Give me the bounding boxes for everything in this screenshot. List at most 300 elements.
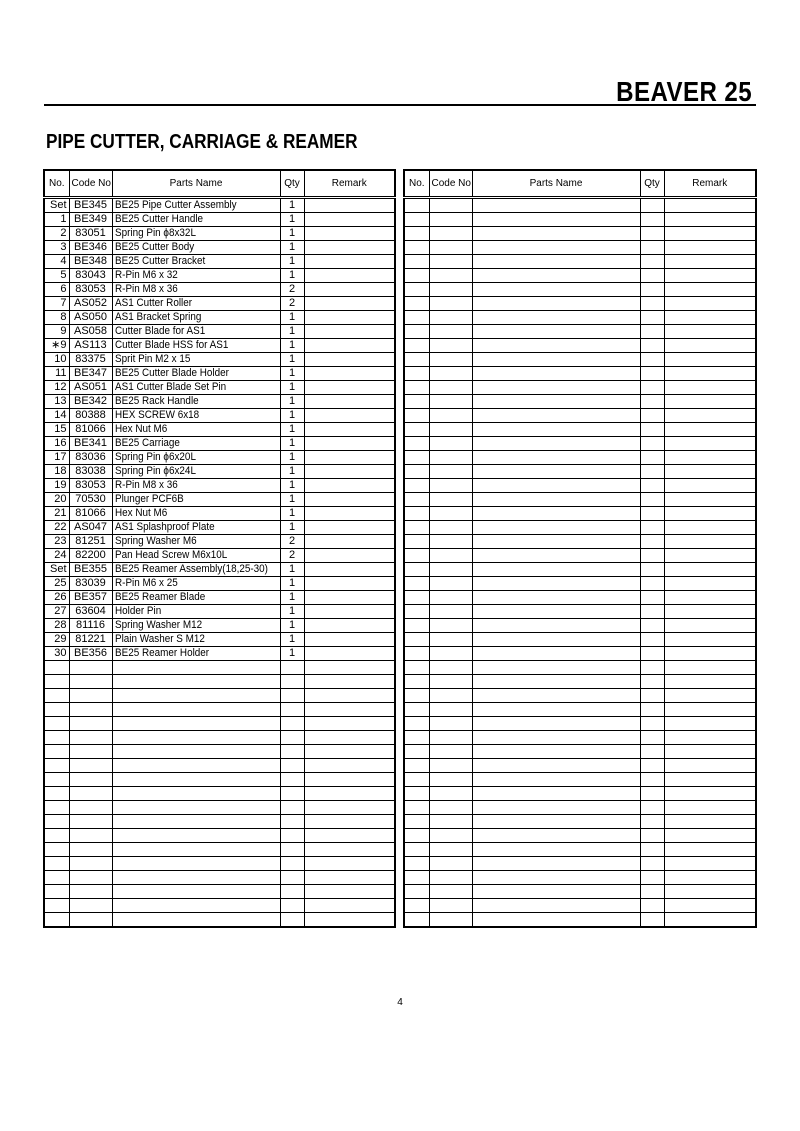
cell-no [404,451,429,465]
cell-no: 23 [44,535,69,549]
cell-parts-name [472,241,640,255]
cell-no: 3 [44,241,69,255]
cell-parts-name [112,815,280,829]
table-row [404,451,756,465]
cell-remark [664,591,756,605]
cell-qty [640,843,664,857]
cell-code: 81116 [69,619,112,633]
table-row [44,577,395,591]
cell-parts-name [472,563,640,577]
parts-name-text: Spring Washer M12 [114,619,202,631]
cell-parts-name [112,437,280,451]
cell-code: BE345 [69,198,112,213]
cell-qty [280,731,304,745]
table-row [404,311,756,325]
cell-parts-name [112,759,280,773]
cell-parts-name [112,535,280,549]
cell-no [44,829,69,843]
cell-remark [304,241,395,255]
cell-parts-name [112,773,280,787]
cell-no [404,647,429,661]
cell-no: 30 [44,647,69,661]
cell-qty [640,283,664,297]
cell-parts-name [112,647,280,661]
cell-no: 6 [44,283,69,297]
cell-parts-name [472,227,640,241]
table-row [404,773,756,787]
cell-code: BE349 [69,213,112,227]
cell-qty [640,563,664,577]
cell-remark [664,325,756,339]
table-row [44,325,395,339]
cell-no [44,871,69,885]
cell-qty [280,703,304,717]
cell-remark [664,913,756,928]
cell-qty [640,815,664,829]
cell-qty: 2 [280,283,304,297]
cell-code [429,661,472,675]
table-row [404,521,756,535]
cell-qty [640,339,664,353]
cell-remark [664,815,756,829]
table-row [404,227,756,241]
cell-no: 21 [44,507,69,521]
cell-remark [304,395,395,409]
cell-code [429,423,472,437]
cell-remark [304,479,395,493]
table-row [44,409,395,423]
table-row [404,871,756,885]
cell-qty: 2 [280,535,304,549]
table-row [404,507,756,521]
cell-qty: 1 [280,479,304,493]
table-row [44,689,395,703]
cell-remark [664,381,756,395]
cell-remark [664,731,756,745]
table-row [404,367,756,381]
cell-no [404,745,429,759]
cell-code [429,325,472,339]
cell-code [429,213,472,227]
cell-qty [280,787,304,801]
cell-code [429,507,472,521]
cell-code [429,451,472,465]
cell-qty [640,535,664,549]
parts-name-text: AS1 Cutter Roller [114,297,192,309]
table-row [44,829,395,843]
cell-qty [640,647,664,661]
table-row [404,689,756,703]
cell-code [429,619,472,633]
cell-code: 81221 [69,633,112,647]
cell-parts-name [112,857,280,871]
col-header-remark: Remark [304,170,395,198]
cell-parts-name [112,675,280,689]
table-row [404,913,756,928]
table-row [404,843,756,857]
cell-parts-name [472,255,640,269]
cell-code [429,381,472,395]
cell-no [404,591,429,605]
parts-name-text: Hex Nut M6 [114,423,167,435]
cell-qty [640,437,664,451]
cell-no [404,787,429,801]
cell-parts-name [112,255,280,269]
cell-code [429,899,472,913]
cell-code [69,899,112,913]
cell-code [429,549,472,563]
cell-qty [280,773,304,787]
cell-remark [304,381,395,395]
cell-no: 14 [44,409,69,423]
cell-code [69,759,112,773]
cell-no [44,787,69,801]
cell-qty [280,871,304,885]
table-row [44,521,395,535]
cell-no [404,913,429,928]
table-row [404,325,756,339]
cell-parts-name [112,241,280,255]
cell-remark [664,283,756,297]
cell-qty [640,409,664,423]
model-title: BEAVER 25 [616,76,752,107]
cell-qty [640,479,664,493]
cell-qty: 1 [280,605,304,619]
cell-no [404,829,429,843]
cell-no [44,703,69,717]
cell-no: 7 [44,297,69,311]
cell-parts-name [472,395,640,409]
cell-remark [664,857,756,871]
cell-code [69,661,112,675]
cell-parts-name [112,913,280,928]
cell-parts-name [472,479,640,493]
cell-qty [280,717,304,731]
cell-parts-name [472,451,640,465]
cell-remark [304,325,395,339]
parts-name-text: HEX SCREW 6x18 [114,409,199,421]
cell-parts-name [472,689,640,703]
cell-qty: 1 [280,563,304,577]
cell-code: 83036 [69,451,112,465]
table-row [44,871,395,885]
cell-parts-name [112,689,280,703]
cell-qty [640,899,664,913]
cell-parts-name [472,759,640,773]
cell-no [404,311,429,325]
cell-no: 10 [44,353,69,367]
parts-name-text: Holder Pin [114,605,161,617]
table-row [44,395,395,409]
cell-qty [640,591,664,605]
cell-qty [640,689,664,703]
cell-parts-name [472,829,640,843]
cell-remark [304,899,395,913]
cell-code: 83053 [69,479,112,493]
cell-remark [304,339,395,353]
cell-qty [640,507,664,521]
cell-qty [640,717,664,731]
cell-no [404,465,429,479]
cell-remark [304,283,395,297]
cell-parts-name [112,269,280,283]
cell-code: 83038 [69,465,112,479]
cell-qty: 1 [280,591,304,605]
cell-no [404,843,429,857]
table-row [404,339,756,353]
cell-code [429,269,472,283]
cell-code [69,829,112,843]
cell-remark [304,913,395,928]
cell-code [429,731,472,745]
table-row [44,311,395,325]
cell-no: 2 [44,227,69,241]
cell-qty [280,801,304,815]
cell-parts-name [472,745,640,759]
cell-no [44,815,69,829]
cell-remark [304,591,395,605]
col-header-parts-name: Parts Name [112,170,280,198]
cell-remark [664,311,756,325]
cell-code: BE342 [69,395,112,409]
cell-remark [664,899,756,913]
cell-code: BE357 [69,591,112,605]
cell-qty [640,493,664,507]
cell-qty [280,899,304,913]
cell-parts-name [472,591,640,605]
col-header-qty: Qty [280,170,304,198]
cell-qty: 1 [280,255,304,269]
cell-remark [664,521,756,535]
table-row [404,591,756,605]
table-row [44,913,395,928]
table-row [44,297,395,311]
cell-remark [304,745,395,759]
cell-qty [640,885,664,899]
cell-no [44,899,69,913]
cell-qty [280,829,304,843]
parts-name-text: BE25 Cutter Body [114,241,194,253]
cell-qty [640,633,664,647]
cell-code [429,479,472,493]
cell-remark [664,605,756,619]
parts-name-text: AS1 Cutter Blade Set Pin [114,381,226,393]
cell-remark [304,227,395,241]
cell-code: BE348 [69,255,112,269]
cell-parts-name [472,843,640,857]
cell-code [429,843,472,857]
cell-parts-name [112,521,280,535]
cell-parts-name [112,325,280,339]
table-row [44,283,395,297]
cell-remark [304,885,395,899]
cell-qty: 1 [280,325,304,339]
cell-no [404,633,429,647]
cell-code [69,689,112,703]
table-row [404,801,756,815]
cell-code [429,647,472,661]
cell-no [404,759,429,773]
cell-code: 83375 [69,353,112,367]
cell-no [404,661,429,675]
cell-code [429,521,472,535]
table-row [404,437,756,451]
cell-parts-name [472,325,640,339]
cell-no [404,689,429,703]
cell-parts-name [112,731,280,745]
cell-no [404,409,429,423]
cell-code [429,787,472,801]
cell-code: AS050 [69,311,112,325]
cell-parts-name [112,493,280,507]
cell-code [69,913,112,928]
cell-remark [304,661,395,675]
cell-parts-name [112,633,280,647]
cell-parts-name [112,801,280,815]
cell-code: 83039 [69,577,112,591]
cell-remark [304,451,395,465]
table-row [404,283,756,297]
table-row [404,353,756,367]
parts-name-text: BE25 Carriage [114,437,180,449]
cell-code [429,409,472,423]
parts-name-text: Pan Head Screw M6x10L [114,549,227,561]
table-row [404,549,756,563]
cell-code [69,801,112,815]
cell-code [429,717,472,731]
cell-remark [664,297,756,311]
cell-code [429,311,472,325]
cell-no [404,227,429,241]
cell-parts-name [112,661,280,675]
table-row [44,647,395,661]
cell-no [404,353,429,367]
table-row [44,549,395,563]
cell-remark [304,535,395,549]
table-row [404,815,756,829]
cell-no: 27 [44,605,69,619]
cell-parts-name [472,913,640,928]
cell-no [404,577,429,591]
cell-no: 18 [44,465,69,479]
parts-table-right [403,169,757,928]
cell-no: 12 [44,381,69,395]
cell-parts-name [472,297,640,311]
cell-no: Set [44,563,69,577]
cell-no [404,283,429,297]
cell-parts-name [112,297,280,311]
cell-qty [280,857,304,871]
table-row [44,535,395,549]
table-row [44,437,395,451]
cell-remark [304,647,395,661]
cell-qty [640,605,664,619]
cell-remark [304,269,395,283]
cell-code [429,255,472,269]
cell-no [404,381,429,395]
cell-qty [640,465,664,479]
table-row [44,899,395,913]
page-number: 4 [397,997,403,1008]
cell-parts-name [472,521,640,535]
table-row [44,661,395,675]
cell-remark [304,773,395,787]
cell-parts-name [472,213,640,227]
cell-qty [640,871,664,885]
cell-remark [304,437,395,451]
cell-code [429,675,472,689]
cell-parts-name [472,409,640,423]
table-row [404,717,756,731]
table-row [44,605,395,619]
cell-qty: 1 [280,437,304,451]
cell-no: 5 [44,269,69,283]
table-row [44,563,395,577]
cell-qty: 1 [280,493,304,507]
parts-name-text: Cutter Blade for AS1 [114,325,205,337]
table-row [44,857,395,871]
cell-remark [664,675,756,689]
cell-remark [304,213,395,227]
cell-parts-name [472,871,640,885]
cell-no [404,703,429,717]
cell-remark [664,535,756,549]
cell-qty [640,661,664,675]
cell-remark [664,213,756,227]
cell-code [69,857,112,871]
cell-remark [664,198,756,213]
cell-code [429,857,472,871]
table-row [44,815,395,829]
cell-qty [640,297,664,311]
cell-no [404,731,429,745]
cell-no [404,549,429,563]
cell-remark [664,885,756,899]
cell-qty [280,745,304,759]
cell-no: 17 [44,451,69,465]
cell-remark [664,507,756,521]
cell-qty [640,213,664,227]
cell-remark [304,801,395,815]
cell-remark [304,353,395,367]
cell-parts-name [472,367,640,381]
cell-parts-name [112,227,280,241]
cell-remark [304,255,395,269]
cell-parts-name [112,311,280,325]
cell-parts-name [112,451,280,465]
cell-no [44,773,69,787]
cell-parts-name [112,829,280,843]
table-row [404,465,756,479]
table-row [404,675,756,689]
cell-parts-name [472,465,640,479]
cell-code: BE346 [69,241,112,255]
cell-parts-name [472,773,640,787]
cell-remark [304,311,395,325]
cell-no: 25 [44,577,69,591]
cell-remark [304,507,395,521]
cell-remark [304,409,395,423]
table-row [44,801,395,815]
cell-code [429,815,472,829]
table-row [44,227,395,241]
cell-qty [280,675,304,689]
cell-remark [664,479,756,493]
table-row [44,591,395,605]
cell-code [69,703,112,717]
parts-name-text: BE25 Cutter Bracket [114,255,205,267]
cell-no: 11 [44,367,69,381]
